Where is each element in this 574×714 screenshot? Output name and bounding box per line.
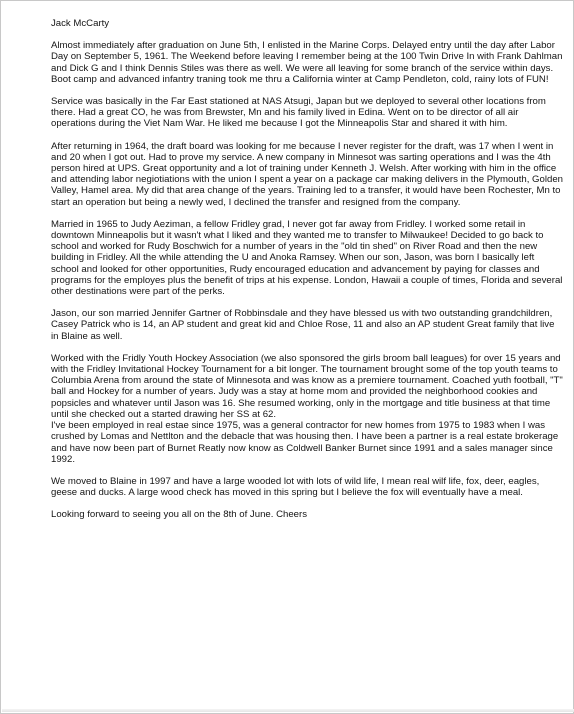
author-name: Jack McCarty (51, 18, 110, 29)
paragraph-service: Service was basically in the Far East stationed at NAS Atsugi, Japan but we deployed to several other locations from there. Had a great CO, he was from Brewster, Mn and his family lived in Edina. Went on to be director of all air operations during the Viet Nam War. He liked me because I got the Minneapolis Star and shared it with him. (51, 96, 546, 130)
document-body (51, 18, 563, 532)
paragraph-enlistment: Almost immediately after graduation on June 5th, I enlisted in the Marine Corps. Delayed entry until the day after Labor Day on September 5, 1961. The Weekend before leaving I remember being at the 100 Twin Drive In with Frank Dahlman and Dick G and I think Dennis Stiles was there as well. We were all leaving for some branch of the service within days. Boot camp and advanced infantry traning took me thru a California winter at Camp Pendleton, cold, rainy lots of FUN! (51, 40, 563, 85)
paragraph-closing: Looking forward to seeing you all on the 8th of June. Cheers (51, 509, 307, 521)
paragraph-real-estate: I've been employed in real estae since 1975, was a general contractor for new homes from 1975 to 1983 when I was crushed by Lomas and Nettlton and the debacle that was housing then. I have been a partner is a real estate brokerage and have now been part of Burnet Reatly now know as Coldwell Banker Burnet since 1991 and a sales manager since 1992. (51, 420, 559, 465)
paragraph-marriage: Married in 1965 to Judy Aeziman, a fellow Fridley grad, I never got far away from Fridley. I worked some retail in downtown Minneapolis but it wasn't what I liked and they wanted me to transfer to Milwaukee! Decided to go back to school and worked for Rudy Boschwich for a number of years in the "old tin shed" on River Road and then the new building in Fridley. All the while attending the U and Anoka Ramsey. When our son, Jason, was born I basically left school and looked for other opportunities, Rudy encouraged education and advancement by paying for classes and programs for the employes plus the benefit of trips at his expense. London, Hawaii a couple of times, Florida and several other destinations were part of the perks. (51, 218, 563, 298)
paragraph-blaine: We moved to Blaine in 1997 and have a large wooded lot with lots of wild life, I mean real wilf life, fox, deer, eagles, geese and ducks. A large wood check has moved in this spring but I believe the fox will eventually have a meal. (51, 475, 540, 499)
paragraph-ups: After returning in 1964, the draft board was looking for me because I never register for the draft, was 17 when I went in and 20 when I got out. Had to prove my service. A new company in Minnesot was sarting operations and I was the 4th person hired at UPS. Great opportunity and a lot of training under Kenneth J. Welsh. After working with him in the office and attending labor negiotiations with the union I spent a year on a package car making delivers in the Plymouth, Golden Valley, Hamel area. My did that area change of the years. Training led to a transfer, it would have been Rochester, Mn to start an operation but being a newly wed, I declined the transfer and resigned from the company. (51, 140, 563, 208)
paragraph-family: Jason, our son married Jennifer Gartner of Robbinsdale and they have blessed us with two outstanding grandchildren, Casey Patrick who is 14, an AP student and great kid and Chloe Rose, 11 and also an AP student Great family that live in Blaine as well. (51, 308, 555, 342)
paragraph-hockey: Worked with the Fridly Youth Hockey Association (we also sponsored the girls broom ball leagues) for over 15 years and with the Fridley Invitational Hockey Tournament for a bit longer. The tournament brought some of the top youth teams to Columbia Arena from around the state of Minnesota and was know as a premiere tournament. Coached yuth football, "T" ball and Hockey for a number of years. Judy was a stay at home mom and provided the neighborhood cookies and popsicles and whatever until Jason was 16. She resumed working, only in the mortgage and title business at that time until she checked out a started drawing her SS at 62. (51, 352, 563, 420)
page-edge-shadow (2, 709, 574, 712)
